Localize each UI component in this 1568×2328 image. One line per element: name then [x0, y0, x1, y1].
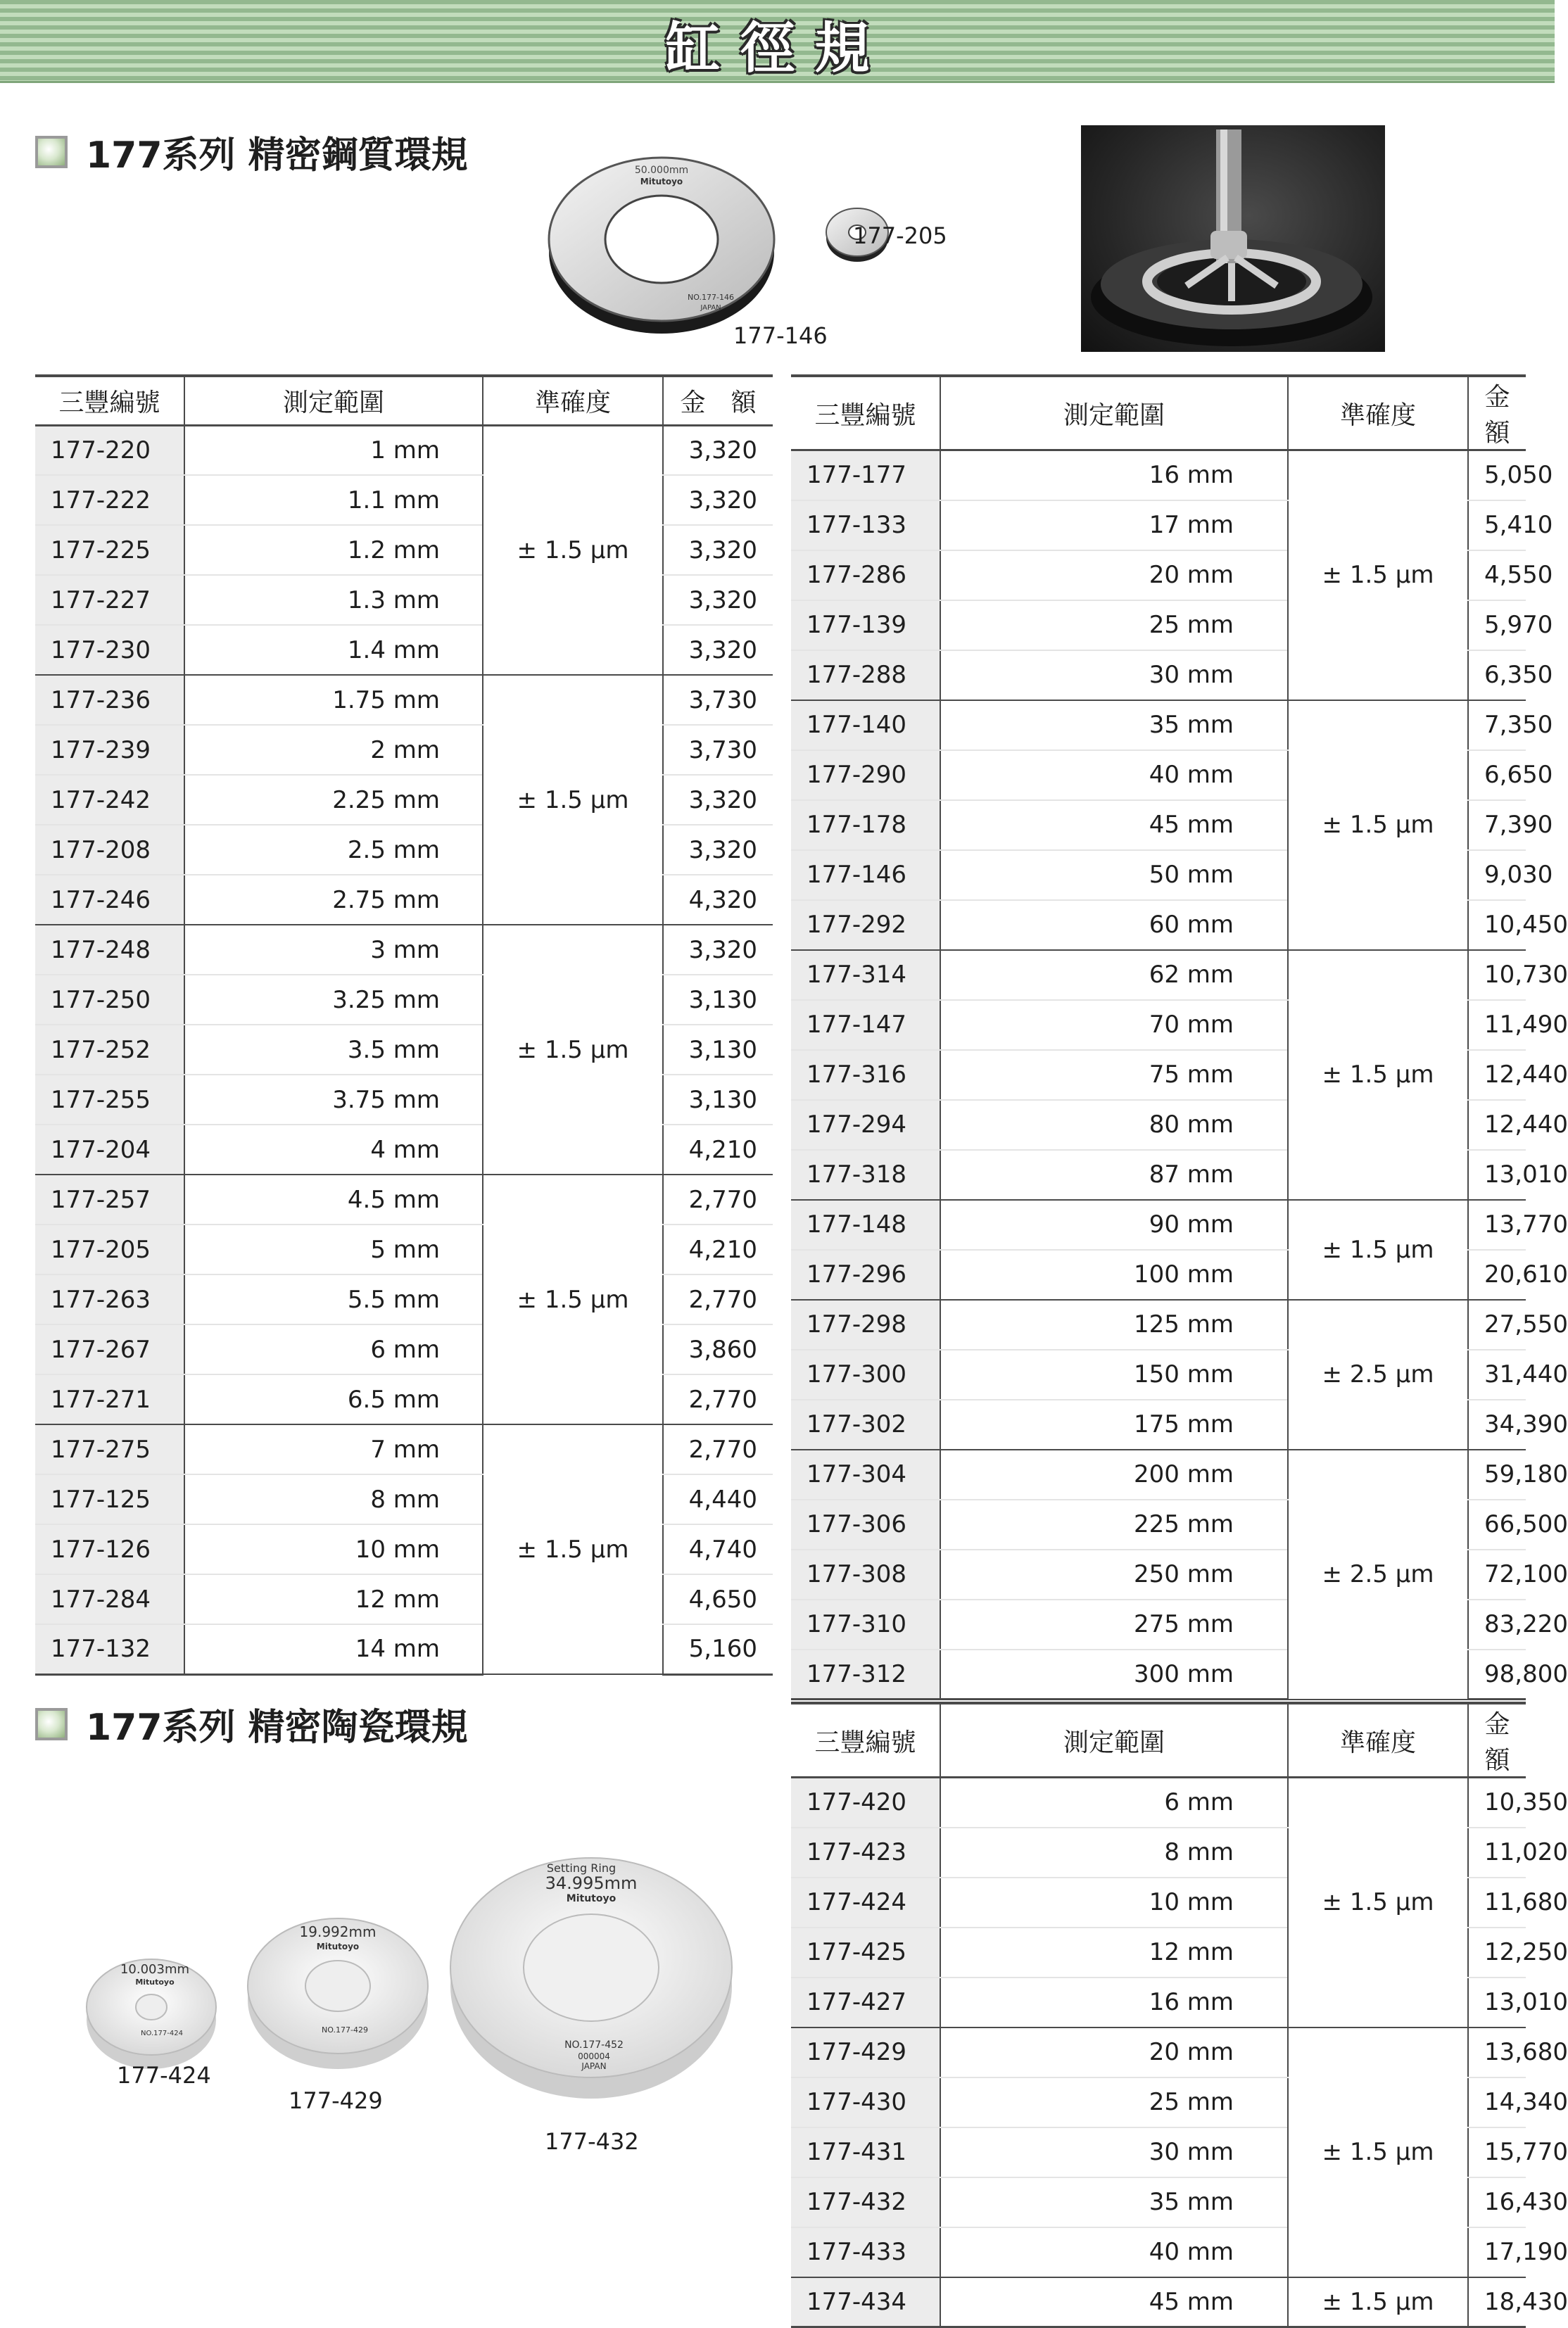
price-cell: 4,210 — [663, 1225, 773, 1274]
measuring-range-cell: 2.25 mm — [184, 775, 483, 825]
accuracy-cell: ± 1.5 μm — [483, 675, 663, 925]
model-code-cell: 177-288 — [791, 650, 940, 700]
measuring-range-cell: 125 mm — [940, 1300, 1288, 1350]
price-cell: 3,730 — [663, 725, 773, 775]
price-cell: 13,010 — [1468, 1150, 1526, 1200]
accuracy-cell: ± 1.5 μm — [1288, 700, 1468, 950]
price-cell: 27,550 — [1468, 1300, 1526, 1350]
table-row — [791, 1450, 1526, 1500]
accuracy-cell: ± 1.5 μm — [1288, 950, 1468, 1200]
header-range: 測定範圍 — [940, 1703, 1288, 1778]
table-row — [35, 1424, 773, 1474]
measuring-range-cell: 1.3 mm — [184, 575, 483, 625]
price-cell: 6,650 — [1468, 750, 1526, 800]
price-cell: 3,730 — [663, 675, 773, 725]
model-code-cell: 177-208 — [35, 825, 184, 875]
price-cell: 17,190 — [1468, 2227, 1526, 2277]
model-code-cell: 177-294 — [791, 1100, 940, 1150]
measuring-range-cell: 40 mm — [940, 750, 1288, 800]
model-code-cell: 177-431 — [791, 2127, 940, 2177]
ceramic-caption-a: 177-424 — [117, 2062, 211, 2089]
model-code-cell: 177-290 — [791, 750, 940, 800]
price-cell: 16,430 — [1468, 2177, 1526, 2227]
model-code-cell: 177-427 — [791, 1978, 940, 2027]
table-row — [791, 450, 1526, 500]
ceramic-caption-c: 177-432 — [545, 2128, 639, 2155]
model-code-cell: 177-267 — [35, 1324, 184, 1374]
header-accuracy: 準確度 — [1288, 1703, 1468, 1778]
price-cell: 13,770 — [1468, 1200, 1526, 1250]
ring-b-value: 19.992mm — [299, 1923, 377, 1940]
price-cell: 5,160 — [663, 1624, 773, 1674]
model-code-cell: 177-312 — [791, 1650, 940, 1700]
price-cell: 11,490 — [1468, 1000, 1526, 1050]
measuring-range-cell: 275 mm — [940, 1600, 1288, 1650]
measuring-range-cell: 40 mm — [940, 2227, 1288, 2277]
header-code: 三豐編號 — [35, 376, 184, 425]
model-code-cell: 177-420 — [791, 1778, 940, 1828]
header-accuracy: 準確度 — [1288, 376, 1468, 450]
price-cell: 13,680 — [1468, 2027, 1526, 2077]
price-cell: 13,010 — [1468, 1978, 1526, 2027]
accuracy-cell: ± 1.5 μm — [483, 425, 663, 675]
price-cell: 5,050 — [1468, 450, 1526, 500]
measuring-range-cell: 5 mm — [184, 1225, 483, 1274]
model-code-cell: 177-239 — [35, 725, 184, 775]
measuring-range-cell: 3 mm — [184, 925, 483, 975]
ceramic-table — [791, 1702, 1568, 2328]
section-bullet-icon — [35, 136, 68, 168]
model-code-cell: 177-147 — [791, 1000, 940, 1050]
model-code-cell: 177-271 — [35, 1374, 184, 1424]
model-code-cell: 177-298 — [791, 1300, 940, 1350]
measuring-range-cell: 70 mm — [940, 1000, 1288, 1050]
model-code-cell: 177-284 — [35, 1574, 184, 1624]
measuring-range-cell: 75 mm — [940, 1050, 1288, 1100]
measuring-range-cell: 16 mm — [940, 450, 1288, 500]
measuring-range-cell: 3.5 mm — [184, 1025, 483, 1075]
measuring-range-cell: 6.5 mm — [184, 1374, 483, 1424]
price-cell: 11,680 — [1468, 1878, 1526, 1928]
measuring-range-cell: 80 mm — [940, 1100, 1288, 1150]
model-code-cell: 177-296 — [791, 1250, 940, 1300]
header-price: 金 額 — [1468, 1703, 1526, 1778]
ring-a-value: 10.003mm — [120, 1962, 190, 1977]
model-code-cell: 177-178 — [791, 800, 940, 850]
measuring-range-cell: 175 mm — [940, 1400, 1288, 1450]
model-code-cell: 177-255 — [35, 1075, 184, 1125]
measuring-range-cell: 20 mm — [940, 2027, 1288, 2077]
measuring-range-cell: 300 mm — [940, 1650, 1288, 1700]
price-cell: 59,180 — [1468, 1450, 1526, 1500]
steel-table-right — [791, 374, 1568, 1700]
measuring-range-cell: 4.5 mm — [184, 1175, 483, 1225]
measuring-range-cell: 2.5 mm — [184, 825, 483, 875]
measuring-range-cell: 6 mm — [184, 1324, 483, 1374]
header-price: 金 額 — [663, 376, 773, 425]
measuring-range-cell: 16 mm — [940, 1978, 1288, 2027]
measuring-range-cell: 1.1 mm — [184, 475, 483, 525]
measuring-range-cell: 60 mm — [940, 900, 1288, 950]
price-cell: 3,130 — [663, 1075, 773, 1125]
measuring-range-cell: 10 mm — [940, 1878, 1288, 1928]
measuring-range-cell: 1.2 mm — [184, 525, 483, 575]
header-accuracy: 準確度 — [483, 376, 663, 425]
measuring-range-cell: 50 mm — [940, 850, 1288, 900]
big-ring-number: NO.177-146 — [688, 293, 734, 302]
model-code-cell: 177-316 — [791, 1050, 940, 1100]
price-cell: 18,430 — [1468, 2277, 1526, 2327]
price-cell: 3,860 — [663, 1324, 773, 1374]
model-code-cell: 177-252 — [35, 1025, 184, 1075]
price-cell: 3,130 — [663, 1025, 773, 1075]
model-code-cell: 177-314 — [791, 950, 940, 1000]
big-ring-value: 50.000mm — [634, 165, 689, 176]
model-code-cell: 177-246 — [35, 875, 184, 925]
model-code-cell: 177-310 — [791, 1600, 940, 1650]
measuring-range-cell: 30 mm — [940, 650, 1288, 700]
price-cell: 2,770 — [663, 1274, 773, 1324]
measuring-range-cell: 200 mm — [940, 1450, 1288, 1500]
model-code-cell: 177-205 — [35, 1225, 184, 1274]
big-ring-caption: 177-146 — [733, 322, 828, 349]
price-cell: 72,100 — [1468, 1550, 1526, 1600]
table-row — [791, 700, 1526, 750]
ceramic-section-title: 177系列 精密陶瓷環規 — [86, 1707, 468, 1749]
accuracy-cell: ± 2.5 μm — [1288, 1450, 1468, 1700]
measuring-range-cell: 12 mm — [940, 1928, 1288, 1978]
table-row — [35, 675, 773, 725]
price-cell: 5,970 — [1468, 600, 1526, 650]
price-cell: 66,500 — [1468, 1500, 1526, 1550]
measuring-range-cell: 7 mm — [184, 1424, 483, 1474]
measuring-range-cell: 20 mm — [940, 550, 1288, 600]
model-code-cell: 177-425 — [791, 1928, 940, 1978]
price-cell: 3,320 — [663, 475, 773, 525]
ceramic-section-heading — [35, 1697, 468, 1750]
steel-section-heading — [35, 125, 468, 178]
ring-c-number: NO.177-452 — [564, 2039, 624, 2051]
accuracy-cell: ± 1.5 μm — [1288, 1778, 1468, 2027]
accuracy-cell: ± 1.5 μm — [1288, 450, 1468, 700]
model-code-cell: 177-126 — [35, 1524, 184, 1574]
price-cell: 3,320 — [663, 825, 773, 875]
measuring-range-cell: 2.75 mm — [184, 875, 483, 925]
measuring-range-cell: 62 mm — [940, 950, 1288, 1000]
model-code-cell: 177-177 — [791, 450, 940, 500]
measuring-range-cell: 45 mm — [940, 2277, 1288, 2327]
big-ring-brand: Mitutoyo — [640, 177, 683, 186]
model-code-cell: 177-148 — [791, 1200, 940, 1250]
ring-b-brand: Mitutoyo — [316, 1942, 360, 1951]
accuracy-cell: ± 1.5 μm — [483, 925, 663, 1175]
model-code-cell: 177-424 — [791, 1878, 940, 1928]
model-code-cell: 177-227 — [35, 575, 184, 625]
model-code-cell: 177-275 — [35, 1424, 184, 1474]
model-code-cell: 177-432 — [791, 2177, 940, 2227]
model-code-cell: 177-139 — [791, 600, 940, 650]
model-code-cell: 177-304 — [791, 1450, 940, 1500]
model-code-cell: 177-220 — [35, 425, 184, 475]
steel-table-left — [35, 374, 773, 1676]
accuracy-cell: ± 2.5 μm — [1288, 1300, 1468, 1450]
price-cell: 98,800 — [1468, 1650, 1526, 1700]
price-cell: 7,350 — [1468, 700, 1526, 750]
table-row — [791, 1200, 1526, 1250]
measuring-range-cell: 25 mm — [940, 2077, 1288, 2127]
measuring-range-cell: 10 mm — [184, 1524, 483, 1574]
price-cell: 3,320 — [663, 525, 773, 575]
price-cell: 12,440 — [1468, 1100, 1526, 1150]
measuring-range-cell: 90 mm — [940, 1200, 1288, 1250]
measuring-range-cell: 25 mm — [940, 600, 1288, 650]
model-code-cell: 177-140 — [791, 700, 940, 750]
model-code-cell: 177-204 — [35, 1125, 184, 1175]
price-cell: 20,610 — [1468, 1250, 1526, 1300]
model-code-cell: 177-429 — [791, 2027, 940, 2077]
price-cell: 34,390 — [1468, 1400, 1526, 1450]
model-code-cell: 177-257 — [35, 1175, 184, 1225]
price-cell: 4,740 — [663, 1524, 773, 1574]
measuring-range-cell: 3.75 mm — [184, 1075, 483, 1125]
header-price: 金 額 — [1468, 376, 1526, 450]
model-code-cell: 177-286 — [791, 550, 940, 600]
table-header-row — [791, 1703, 1526, 1778]
table-header-row — [791, 376, 1526, 450]
price-cell: 5,410 — [1468, 500, 1526, 550]
model-code-cell: 177-300 — [791, 1350, 940, 1400]
measuring-range-cell: 100 mm — [940, 1250, 1288, 1300]
header-range: 測定範圍 — [940, 376, 1288, 450]
price-cell: 11,020 — [1468, 1828, 1526, 1878]
price-cell: 3,320 — [663, 575, 773, 625]
accuracy-cell: ± 1.5 μm — [483, 1424, 663, 1674]
measuring-range-cell: 12 mm — [184, 1574, 483, 1624]
model-code-cell: 177-242 — [35, 775, 184, 825]
price-cell: 31,440 — [1468, 1350, 1526, 1400]
steel-section-title: 177系列 精密鋼質環規 — [86, 134, 468, 177]
model-code-cell: 177-263 — [35, 1274, 184, 1324]
header-code: 三豐編號 — [791, 376, 940, 450]
accuracy-cell: ± 1.5 μm — [1288, 2027, 1468, 2277]
ring-c-value: 34.995mm — [545, 1873, 638, 1893]
accuracy-cell: ± 1.5 μm — [483, 1175, 663, 1424]
price-cell: 4,440 — [663, 1474, 773, 1524]
measuring-range-cell: 35 mm — [940, 2177, 1288, 2227]
price-cell: 9,030 — [1468, 850, 1526, 900]
measuring-range-cell: 35 mm — [940, 700, 1288, 750]
measuring-range-cell: 17 mm — [940, 500, 1288, 550]
price-cell: 4,650 — [663, 1574, 773, 1624]
model-code-cell: 177-308 — [791, 1550, 940, 1600]
measuring-range-cell: 1 mm — [184, 425, 483, 475]
measuring-range-cell: 1.4 mm — [184, 625, 483, 675]
price-cell: 12,250 — [1468, 1928, 1526, 1978]
model-code-cell: 177-430 — [791, 2077, 940, 2127]
model-code-cell: 177-318 — [791, 1150, 940, 1200]
price-cell: 2,770 — [663, 1424, 773, 1474]
table-row — [791, 2027, 1526, 2077]
table-row — [791, 1778, 1526, 1828]
table-row — [35, 925, 773, 975]
measuring-range-cell: 225 mm — [940, 1500, 1288, 1550]
model-code-cell: 177-225 — [35, 525, 184, 575]
price-cell: 3,130 — [663, 975, 773, 1025]
model-code-cell: 177-230 — [35, 625, 184, 675]
measuring-range-cell: 87 mm — [940, 1150, 1288, 1200]
model-code-cell: 177-146 — [791, 850, 940, 900]
price-cell: 83,220 — [1468, 1600, 1526, 1650]
measuring-range-cell: 3.25 mm — [184, 975, 483, 1025]
ring-b-number: NO.177-429 — [322, 2025, 368, 2035]
price-cell: 3,320 — [663, 925, 773, 975]
bore-gauge-photo — [1081, 125, 1385, 352]
table-row — [791, 1300, 1526, 1350]
ceramic-ring-gauge-image — [84, 1844, 746, 2139]
model-code-cell: 177-133 — [791, 500, 940, 550]
measuring-range-cell: 8 mm — [940, 1828, 1288, 1878]
model-code-cell: 177-236 — [35, 675, 184, 725]
accuracy-cell: ± 1.5 μm — [1288, 1200, 1468, 1300]
ring-c-brand: Mitutoyo — [566, 1893, 617, 1904]
table-header-row — [35, 376, 773, 425]
ring-c-serial: 000004 — [578, 2051, 610, 2061]
measuring-range-cell: 45 mm — [940, 800, 1288, 850]
model-code-cell: 177-423 — [791, 1828, 940, 1878]
ring-a-number: NO.177-424 — [141, 2030, 183, 2037]
model-code-cell: 177-292 — [791, 900, 940, 950]
price-cell: 3,320 — [663, 775, 773, 825]
price-cell: 10,450 — [1468, 900, 1526, 950]
measuring-range-cell: 8 mm — [184, 1474, 483, 1524]
measuring-range-cell: 5.5 mm — [184, 1274, 483, 1324]
model-code-cell: 177-302 — [791, 1400, 940, 1450]
small-ring-caption: 177-205 — [853, 222, 947, 249]
price-cell: 10,350 — [1468, 1778, 1526, 1828]
table-row — [791, 2277, 1526, 2327]
measuring-range-cell: 4 mm — [184, 1125, 483, 1175]
price-cell: 14,340 — [1468, 2077, 1526, 2127]
price-cell: 4,320 — [663, 875, 773, 925]
model-code-cell: 177-306 — [791, 1500, 940, 1550]
model-code-cell: 177-132 — [35, 1624, 184, 1674]
price-cell: 6,350 — [1468, 650, 1526, 700]
measuring-range-cell: 1.75 mm — [184, 675, 483, 725]
measuring-range-cell: 30 mm — [940, 2127, 1288, 2177]
measuring-range-cell: 2 mm — [184, 725, 483, 775]
price-cell: 7,390 — [1468, 800, 1526, 850]
measuring-range-cell: 250 mm — [940, 1550, 1288, 1600]
price-cell: 2,770 — [663, 1374, 773, 1424]
ring-c-label: Setting Ring — [546, 1861, 617, 1875]
model-code-cell: 177-434 — [791, 2277, 940, 2327]
header-code: 三豐編號 — [791, 1703, 940, 1778]
price-cell: 12,440 — [1468, 1050, 1526, 1100]
measuring-range-cell: 6 mm — [940, 1778, 1288, 1828]
ring-c-country: JAPAN — [581, 2061, 607, 2071]
model-code-cell: 177-250 — [35, 975, 184, 1025]
accuracy-cell: ± 1.5 μm — [1288, 2277, 1468, 2327]
header-range: 測定範圍 — [184, 376, 483, 425]
measuring-range-cell: 14 mm — [184, 1624, 483, 1674]
ring-a-brand: Mitutoyo — [135, 1978, 175, 1987]
model-code-cell: 177-433 — [791, 2227, 940, 2277]
price-cell: 15,770 — [1468, 2127, 1526, 2177]
price-cell: 4,550 — [1468, 550, 1526, 600]
title-banner — [0, 0, 1555, 83]
table-row — [791, 950, 1526, 1000]
model-code-cell: 177-248 — [35, 925, 184, 975]
price-cell: 4,210 — [663, 1125, 773, 1175]
price-cell: 3,320 — [663, 425, 773, 475]
model-code-cell: 177-222 — [35, 475, 184, 525]
price-cell: 2,770 — [663, 1175, 773, 1225]
page-title: 缸徑規 — [665, 17, 890, 80]
measuring-range-cell: 150 mm — [940, 1350, 1288, 1400]
table-row — [35, 1175, 773, 1225]
model-code-cell: 177-125 — [35, 1474, 184, 1524]
section-bullet-icon — [35, 1708, 68, 1740]
price-cell: 3,320 — [663, 625, 773, 675]
table-row — [35, 425, 773, 475]
big-ring-country: JAPAN — [700, 304, 721, 312]
price-cell: 10,730 — [1468, 950, 1526, 1000]
ceramic-caption-b: 177-429 — [289, 2087, 383, 2114]
